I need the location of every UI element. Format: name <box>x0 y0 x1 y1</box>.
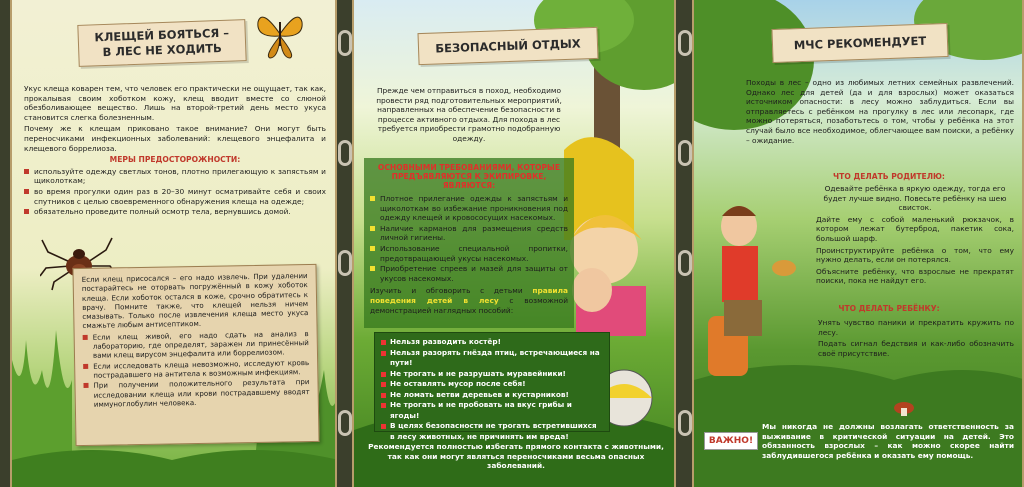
list-item: Не ломать ветви деревьев и кустарников! <box>381 390 603 401</box>
list-item: Не трогать и не разрушать муравейники! <box>381 369 603 380</box>
forest-rules-intro: Изучить и обговорить с детьми правила поведения детей в лесу с возможной демонстрацией наглядных пособий: <box>370 286 568 315</box>
panel-mchs <box>692 0 1024 487</box>
binder-ring <box>338 410 352 436</box>
child-title: ЧТО ДЕЛАТЬ РЕБЁНКУ: <box>838 304 940 313</box>
panel2-intro: Прежде чем отправиться в поход, необходимо провести ряд подготовительных мероприятий, направленных на обеспечение безопасности в процессе активного отдыха. Для похода в лес требуется приобрести грамотно подобранную одежду. <box>376 86 562 143</box>
panel-safe-rest <box>352 0 676 487</box>
list-item: Приобретение спреев и мазей для защиты от укусов насекомых. <box>370 264 568 283</box>
list-item: Если клещ живой, его надо сдать на анализ в лабораторию, где определят, заражен ли принесённый вами клещ вирусом энцефалита или боррелиозом. <box>83 329 309 361</box>
list-item: Наличие карманов для размещения средств личной гигиены. <box>370 224 568 243</box>
list-item: Подать сигнал бедствия и как-либо обозначить своё присутствие. <box>818 339 1014 358</box>
forest-rules-list <box>375 333 609 446</box>
list-item: Не оставлять мусор после себя! <box>381 379 603 390</box>
forest-rules-box <box>374 332 610 441</box>
panel3-intro: Походы в лес – одно из любимых летних семейных развлечений. Однако лес для детей (да и для взрослых) может оказаться источником опасности: в лесу можно заблудиться. Если вы отправляетесь с ребёнком на прогулку в лес или лесопарк, где можно потеряться, позаботьтесь о том, чтобы у ребёнка на этот случай было все необходимое, облегчающее вам поиски, а ребёнку – ожидание. <box>746 78 1014 145</box>
list-item: Плотное прилегание одежды к запястьям и щиколоткам во избежание проникновения под одежду клещей и кровососущих насекомых. <box>370 194 568 223</box>
tick-removal-p1: Если клещ присосался – его надо извлечь. При удалении постарайтесь не оторвать погружённый в кожу хоботок клеща. Если хоботок остался в коже, срочно обратитесь к врачу. Помните также, что клещей нельзя ничем смазывать. Только после извлечения клеща место укуса смажьте любым антисептиком. <box>81 271 309 331</box>
panel1-title-banner <box>77 19 246 67</box>
measures-title: МЕРЫ ПРЕДОСТОРОЖНОСТИ: <box>109 155 241 165</box>
parent-list <box>816 184 1014 288</box>
list-item: Не трогать и не пробовать на вкус грибы и ягоды! <box>381 400 603 421</box>
panel3-title-banner <box>771 23 948 63</box>
important-badge: ВАЖНО! <box>704 432 758 450</box>
list-item: Если исследовать клеща невозможно, исследуют кровь пострадавшего на антитела к возможным инфекциям. <box>83 358 309 381</box>
list-item: Объясните ребёнку, что взрослые не прекратят поиски, пока не найдут его. <box>816 266 1014 286</box>
equipment-title: ОСНОВНЫМИ ТРЕБОВАНИЯМИ, КОТОРЫЕ ПРЕДЪЯВЛЯЮТСЯ К ЭКИПИРОВКЕ, ЯВЛЯЮТСЯ: <box>377 163 561 190</box>
panel3-footer: Мы никогда не должны возлагать ответственность за выживание в критической ситуации на детей. Это обязанность взрослых – как можно скорее найти заблудившегося ребёнка и оказать ему помощь. <box>762 422 1014 460</box>
list-item: Использование специальной пропитки, предотвращающей укусы насекомых. <box>370 244 568 263</box>
list-item: во время прогулки один раз в 20–30 минут осматривайте себя и своих спутников с целью своевременного обнаружения клеща на одежде; <box>24 187 326 206</box>
panel1-intro-p1: Укус клеща коварен тем, что человек его практически не ощущает, так как, прокалывая своим хоботком кожу, клещ вводит вместе со слюной обезболивающее вещество. Лишь на второй-третий день место укуса становится слегка болезненным. <box>24 84 326 122</box>
list-item: Дайте ему с собой маленький рюкзачок, в котором лежат бутерброд, пакетик сока, большой шарф. <box>816 214 1014 243</box>
panel3-title: МЧС РЕКОМЕНДУЕТ <box>793 33 927 53</box>
binder-ring <box>338 250 352 276</box>
list-item: Нельзя разорять гнёзда птиц, встречающиеся на пути! <box>381 348 603 369</box>
panel1-title-line2: В ЛЕС НЕ ХОДИТЬ <box>102 40 223 60</box>
measures-list <box>24 167 326 217</box>
parent-title: ЧТО ДЕЛАТЬ РОДИТЕЛЮ: <box>833 172 945 181</box>
list-item: Нельзя разводить костёр! <box>381 337 603 348</box>
binder-ring <box>338 30 352 56</box>
panel1-title-line1: КЛЕЩЕЙ БОЯТЬСЯ – <box>94 25 230 45</box>
list-item: обязательно проведите полный осмотр тела, вернувшись домой. <box>24 207 326 217</box>
list-item: Одевайте ребёнка в яркую одежду, тогда его будет лучше видно. Повесьте ребёнку на шею свисток. <box>823 184 1007 213</box>
binder-ring <box>678 140 692 166</box>
equipment-list <box>364 192 574 286</box>
tick-removal-note <box>72 264 319 446</box>
binder-ring <box>678 30 692 56</box>
panel-ticks <box>10 0 337 487</box>
child-list <box>818 318 1014 360</box>
panel1-intro <box>24 84 326 218</box>
butterfly-icon <box>256 8 304 60</box>
equipment-box <box>364 158 574 328</box>
binder-ring <box>678 250 692 276</box>
list-item: При получении положительного результата при исследовании клеща или крови пострадавшему вводят иммуноглобулин человека. <box>83 377 309 409</box>
panel2-title-banner <box>417 27 598 65</box>
panel2-title: БЕЗОПАСНЫЙ ОТДЫХ <box>435 36 581 56</box>
panel1-intro-p2: Почему же к клещам приковано такое внимание? Они могут быть переносчиками инфекционных заболеваний: клещевого энцефалита и клещевого боррелиоза. <box>24 124 326 153</box>
list-item: Унять чувство паники и прекратить кружить по лесу. <box>818 318 1014 337</box>
list-item: В целях безопасности не трогать встретившихся в лесу животных, не причинять им вреда! <box>381 421 603 442</box>
list-item: Проинструктируйте ребёнка о том, что ему нужно делать, если он потерялся. <box>816 245 1014 265</box>
tick-removal-list <box>83 329 310 409</box>
list-item: используйте одежду светлых тонов, плотно прилегающую к запястьям и щиколоткам; <box>24 167 326 186</box>
panel2-footer: Рекомендуется полностью избегать прямого контакта с животными, так как они могут являться переносчиками весьма опасных заболеваний. <box>368 442 664 471</box>
binder-ring <box>678 410 692 436</box>
binder-ring <box>338 140 352 166</box>
